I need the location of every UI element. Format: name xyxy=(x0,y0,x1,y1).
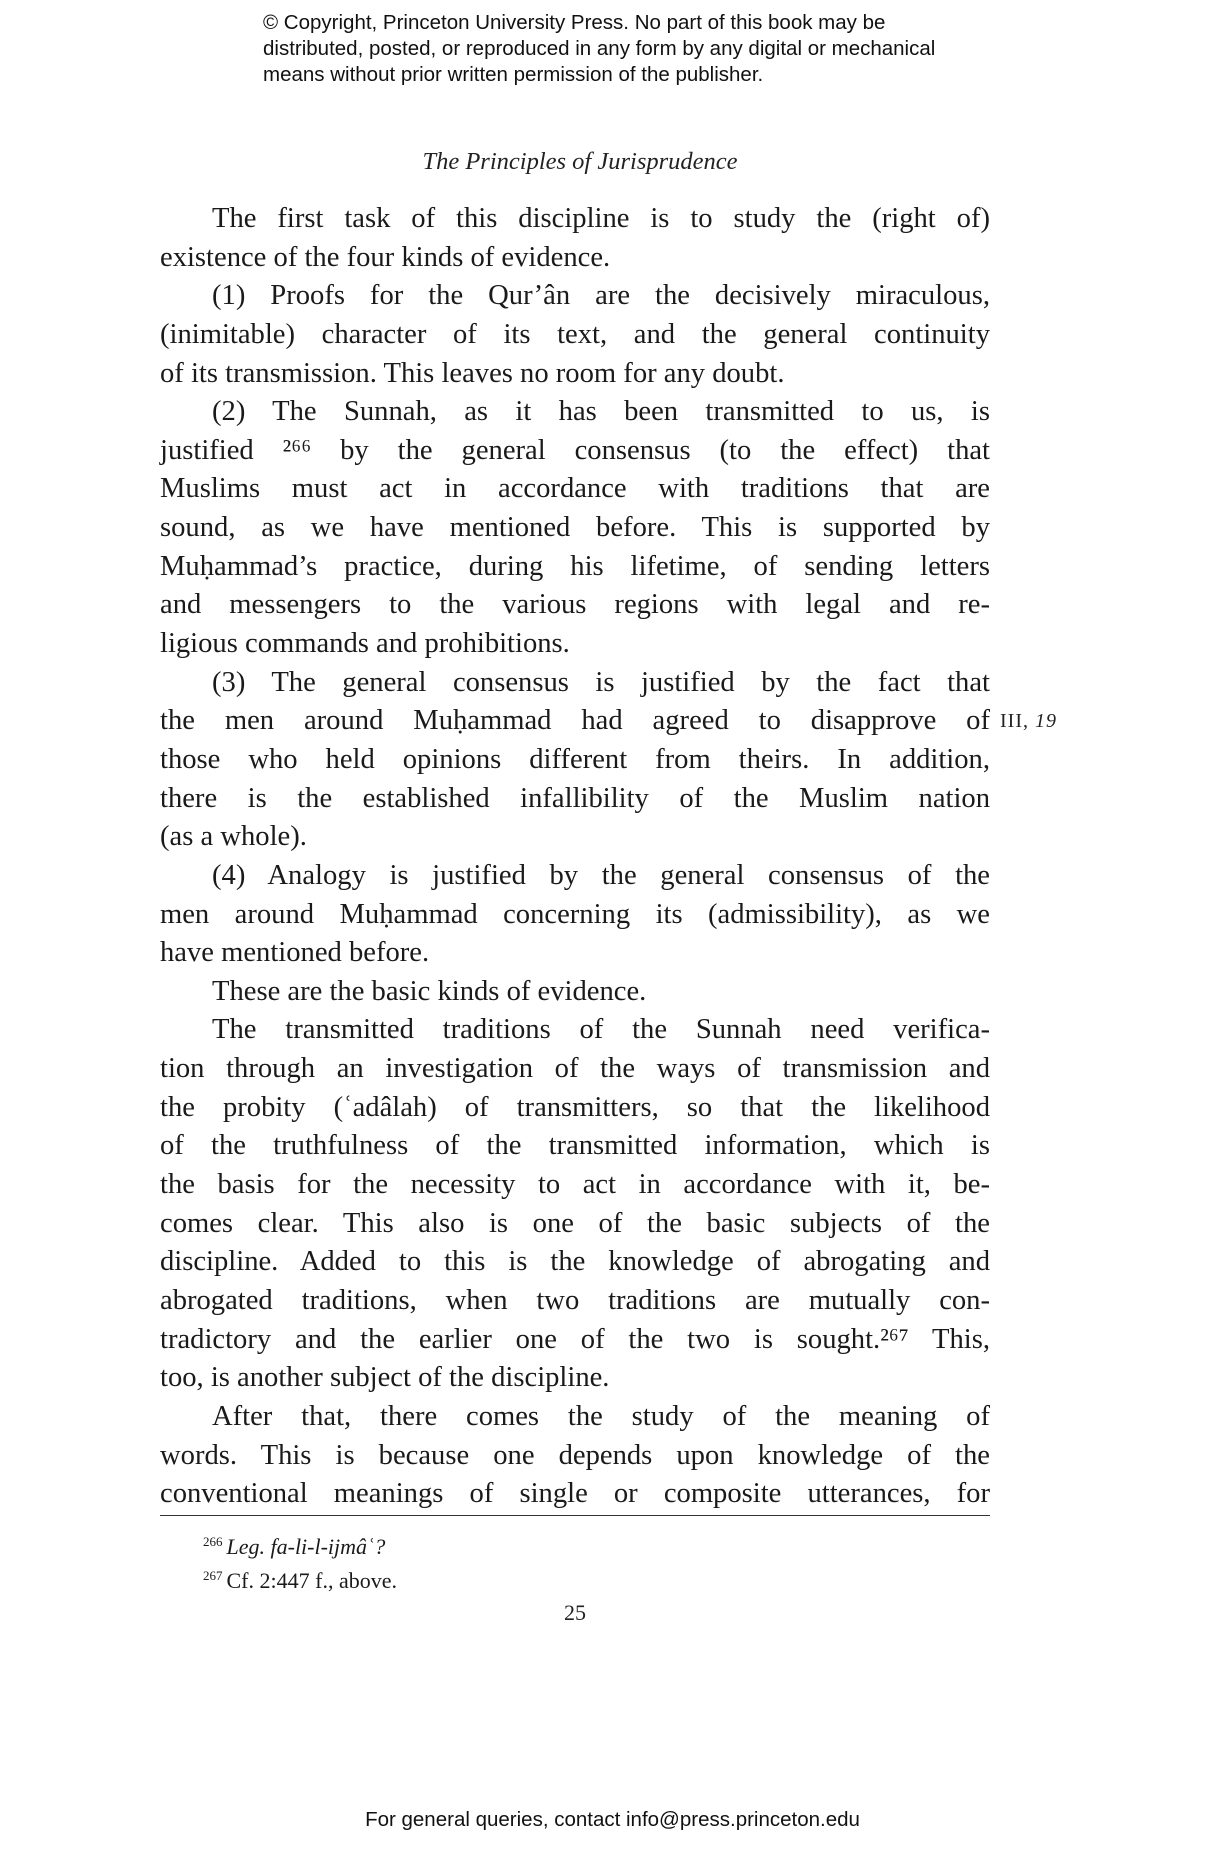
text-line: abrogated traditions, when two traditions are mutually con- xyxy=(160,1284,990,1316)
text-line: the men around Muḥammad had agreed to disapprove of xyxy=(160,705,990,737)
footnote-divider xyxy=(160,1515,990,1516)
footnote-text: Cf. 2:447 f., above. xyxy=(226,1568,397,1593)
text-line: of the truthfulness of the transmitted information, which is xyxy=(160,1130,990,1162)
footnote-number: 267 xyxy=(203,1568,223,1583)
margin-volume: III, xyxy=(1000,710,1029,732)
text-line: too, is another subject of the discipline. xyxy=(160,1362,610,1394)
text-line: conventional meanings of single or composite utterances, for xyxy=(160,1478,990,1510)
copyright-notice xyxy=(263,10,1023,88)
text-line: (4) Analogy is justified by the general consensus of the xyxy=(212,859,990,891)
text-line: The first task of this discipline is to study the (right of) xyxy=(212,203,990,234)
text-line: Muslims must act in accordance with traditions that are xyxy=(160,473,990,505)
text-line: words. This is because one depends upon knowledge of the xyxy=(160,1439,990,1471)
margin-reference xyxy=(1000,710,1057,733)
text-line: sound, as we have mentioned before. This is supported by xyxy=(160,512,990,544)
running-head: The Principles of Jurisprudence xyxy=(422,148,738,175)
text-line: men around Muḥammad concerning its (admissibility), as we xyxy=(160,898,990,930)
text-line: (3) The general consensus is justified by the fact that xyxy=(212,666,990,698)
text-line: The transmitted traditions of the Sunnah need verifica- xyxy=(212,1014,990,1046)
text-line: (inimitable) character of its text, and the general continuity xyxy=(160,318,990,350)
footnote-number: 266 xyxy=(203,1534,223,1549)
text-line: discipline. Added to this is the knowledge of abrogating and xyxy=(160,1246,990,1278)
body-text xyxy=(160,200,990,1514)
text-line: comes clear. This also is one of the basic subjects of the xyxy=(160,1207,990,1239)
text-line: tion through an investigation of the ways of transmission and xyxy=(160,1053,990,1085)
text-line: and messengers to the various regions with legal and re- xyxy=(160,589,990,621)
copyright-line: means without prior written permission of the publisher. xyxy=(263,63,764,86)
copyright-line: © Copyright, Princeton University Press. No part of this book may be xyxy=(263,11,886,34)
text-line: justified ²⁶⁶ by the general consensus (to the effect) that xyxy=(160,434,990,466)
footer-contact: For general queries, contact info@press.princeton.edu xyxy=(365,1808,860,1831)
margin-page: 19 xyxy=(1034,710,1057,732)
text-line: existence of the four kinds of evidence. xyxy=(160,241,611,273)
text-line: have mentioned before. xyxy=(160,937,430,969)
text-line: those who held opinions different from theirs. In addition, xyxy=(160,743,990,775)
text-line: tradictory and the earlier one of the two is sought.²⁶⁷ This, xyxy=(160,1323,990,1355)
footnotes xyxy=(203,1527,903,1595)
text-line: These are the basic kinds of evidence. xyxy=(212,975,647,1007)
text-line: (as a whole). xyxy=(160,821,307,853)
page-number: 25 xyxy=(564,1600,586,1625)
text-line: the basis for the necessity to act in accordance with it, be- xyxy=(160,1169,990,1201)
copyright-line: distributed, posted, or reproduced in any form by any digital or mechanical xyxy=(263,37,936,60)
text-line: of its transmission. This leaves no room for any doubt. xyxy=(160,357,785,389)
text-line: Muḥammad’s practice, during his lifetime, of sending letters xyxy=(160,550,990,582)
text-line: there is the established infallibility of the Muslim nation xyxy=(160,782,990,814)
text-line: ligious commands and prohibitions. xyxy=(160,628,570,660)
text-line: (2) The Sunnah, as it has been transmitted to us, is xyxy=(212,396,990,428)
text-line: the probity (ʿadâlah) of transmitters, so that the likelihood xyxy=(160,1091,990,1123)
footnote-text: Leg. fa-li-l-ijmâʿ? xyxy=(226,1534,386,1559)
text-line: (1) Proofs for the Qur’ân are the decisively miraculous, xyxy=(212,280,990,312)
footnote xyxy=(203,1561,903,1595)
footnote xyxy=(203,1527,903,1561)
text-line: After that, there comes the study of the meaning of xyxy=(212,1400,990,1432)
